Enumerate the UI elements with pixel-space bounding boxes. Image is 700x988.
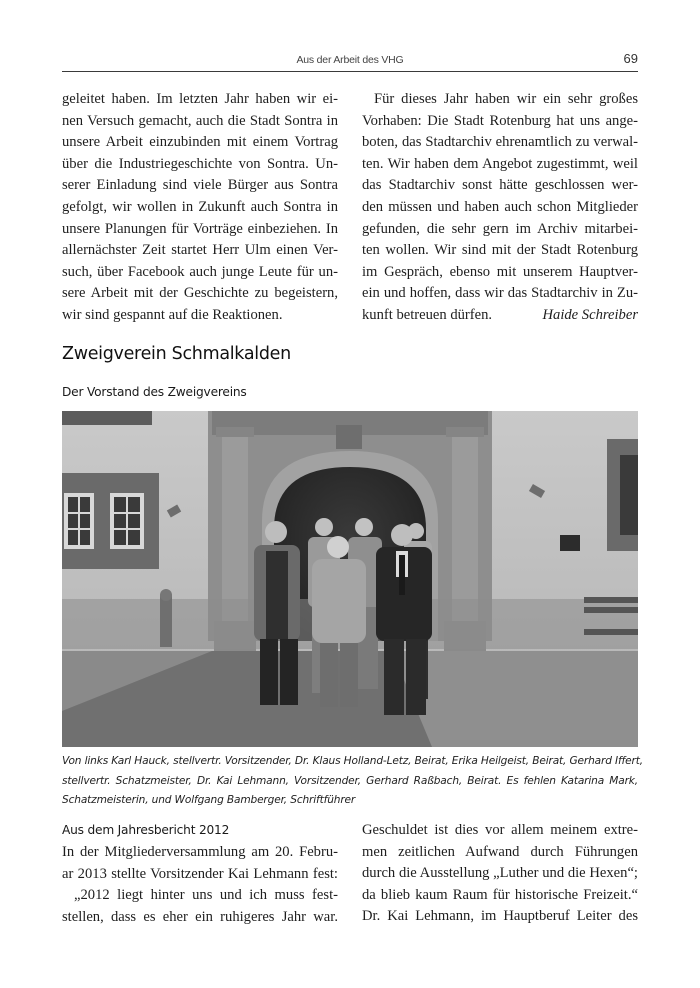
text-line: In der Mitgliederversammlung am 20. Febru- [62,844,338,860]
photo-illustration [62,411,638,747]
section-title: Zweigverein Schmalkalden [62,344,291,364]
person-front-left [254,521,300,705]
text-line: Vorhaben: Die Stadt Rotenburg hat uns ange- [362,112,638,129]
text-line: Für dieses Jahr haben wir ein sehr großes [374,91,638,107]
text-line: Geschuldet ist dies vor allem meinem extre- [362,822,638,838]
text-line: ein und hoffen, dass wir das Stadtarchiv in Zu- [362,285,638,302]
text-line: den müssen und haben auch schon Mitglieder [362,198,638,215]
photo-caption [62,752,643,811]
person-front-right [376,524,432,715]
text-line: kunft betreuen dürfen. [362,306,493,323]
text-column-top-left [62,89,338,327]
text-line: unsere Planungen für Vorträge einbeziehen. In [62,220,338,237]
text-line: gefunden, die sehr gern im Archiv mitarbei- [362,220,638,237]
text-line: stellen, dass es eher ein ruhigeres Jahr war. [62,908,338,925]
group-photo [62,411,638,747]
text-line: da blieb kaum Raum für historische Freizeit.“ [362,886,638,903]
caption-line: stellvertr. Schatzmeister, Dr. Kai Lehmann, Vorsitzender, Gerhard Raßbach, Beirat. Es fehlen Katarina Mark, [62,774,638,787]
text-line: „2012 liegt hinter uns und ich muss fest- [74,887,338,904]
text-line: men zeitlichen Aufwand durch Führungen [362,843,638,860]
caption-line: Von links Karl Hauck, stellvertr. Vorsitzender, Dr. Klaus Holland-Letz, Beirat, Erika Heilgeist, Beirat, Gerhard Iffert, [62,755,643,767]
text-line: nen Versuch gemacht, auch die Stadt Sontra in [62,112,338,129]
text-line: durch die Ausstellung „Luther und die Hexen“; [362,865,638,882]
text-column-bottom-right [362,820,638,928]
text-line: allernächster Zeit startet Herr Ulm einen Ver- [62,242,338,259]
caption-line: Schatzmeisterin, und Wolfgang Bamberger, Schriftführer [62,794,356,806]
text-line: das Stadtarchiv sonst hätte geschlossen wer- [362,177,638,194]
running-header [62,49,638,72]
text-line: über die Industriegeschichte von Sontra. Un- [62,155,338,172]
text-line: ten wollen. Wir sind mit der Stadt Rotenburg [362,242,638,259]
section-subheading: Der Vorstand des Zweigvereins [62,385,247,399]
text-column-bottom-left [62,842,338,928]
text-line: Dr. Kai Lehmann, im Hauptberuf Leiter des [362,908,638,925]
text-line-with-signature [362,305,638,327]
report-subheading: Aus dem Jahresbericht 2012 [62,823,230,837]
text-line: serer Einladung sind viele Bürger aus Sontra [62,177,338,194]
running-title: Aus der Arbeit des VHG [296,54,404,66]
author-signature: Haide Schreiber [542,306,638,323]
text-line: wir sind gespannt auf die Reaktionen. [62,306,283,323]
page-number: 69 [623,51,638,66]
text-line: geleitet haben. Im letzten Jahr haben wir ei- [62,91,338,107]
text-line: im Gespräch, ebenso mit unserem Hauptver- [362,263,638,280]
text-line: sere Arbeit mit der Geschichte zu begeistern, [62,285,338,302]
text-line: boten, das Stadtarchiv ehrenamtlich zu verwal- [362,134,638,151]
text-line: such, über Facebook auch junge Leute für un- [62,263,338,280]
text-line: gefolgt, wir wollen in Zukunft auch Sontra in [62,198,338,215]
text-column-top-right [362,89,638,327]
text-line: ten. Wir haben dem Angebot zugestimmt, weil [362,155,638,172]
text-line: ar 2013 stellte Vorsitzender Kai Lehmann fest: [62,865,338,882]
text-line: unsere Arbeit einzubinden mit einem Vortrag [62,134,338,151]
